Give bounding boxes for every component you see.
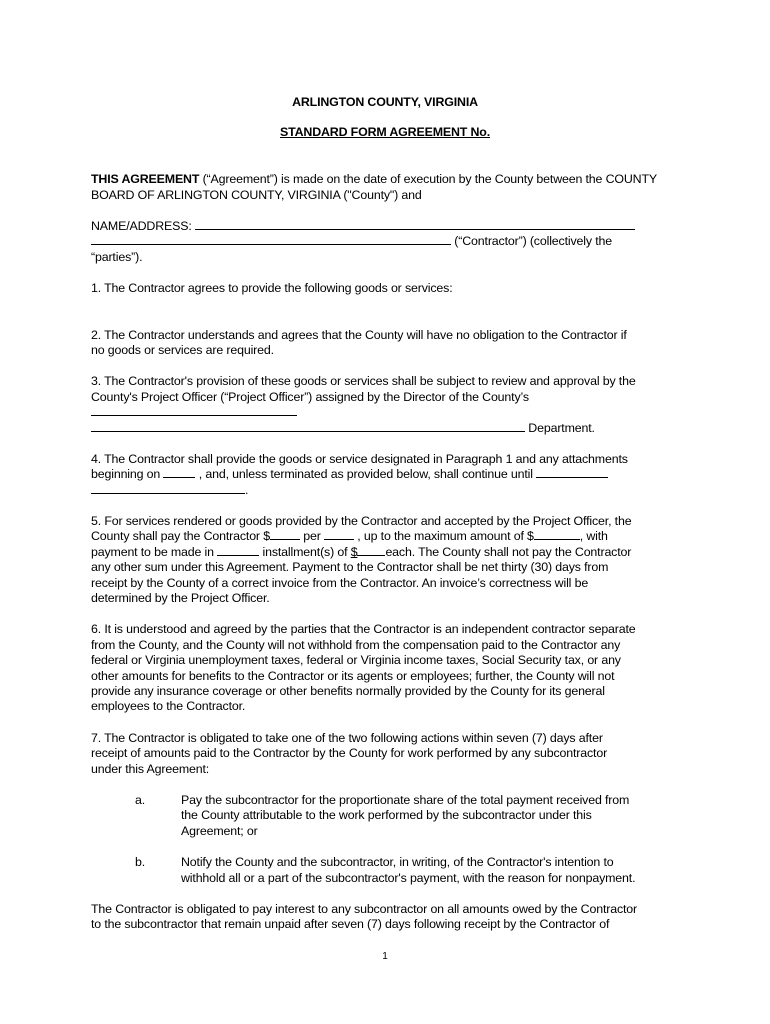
paragraph-4-line-1: 4. The Contractor shall provide the goods or service designated in Paragraph 1 and any attachments bbox=[91, 452, 628, 466]
paragraph-5-line-5: receipt by the County of a correct invoice from the Contractor. An invoice’s correctness will be bbox=[91, 576, 589, 590]
paragraph-3-line-1: 3. The Contractor's provision of these goods or services shall be subject to review and approval by the bbox=[91, 374, 636, 388]
paragraph-4-line-3 bbox=[91, 482, 248, 498]
paragraph-4-line-2 bbox=[91, 466, 608, 482]
rate-amount-field[interactable] bbox=[270, 528, 300, 540]
page-number: 1 bbox=[382, 951, 388, 962]
maximum-amount-field[interactable] bbox=[534, 528, 580, 540]
paragraph-2-line-1: 2. The Contractor understands and agrees that the County will have no obligation to the Contractor if bbox=[91, 328, 627, 342]
intro-line-1-text: (“Agreement”) is made on the date of execution by the County between the COUNTY bbox=[199, 172, 657, 186]
department-field[interactable] bbox=[91, 420, 525, 432]
county-heading: ARLINGTON COUNTY, VIRGINIA bbox=[292, 95, 478, 109]
paragraph-7-line-2: receipt of amounts paid to the Contractor by the County for work performed by any subcontractor bbox=[91, 746, 608, 760]
paragraph-2-line-2: no goods or services are required. bbox=[91, 343, 274, 357]
start-date-field[interactable] bbox=[163, 466, 195, 478]
department-label: Department. bbox=[525, 421, 595, 435]
paragraph-6-line-2: from the County, and the County will not withhold from the compensation paid to the Contractor any bbox=[91, 638, 621, 652]
end-date-field[interactable] bbox=[536, 466, 608, 478]
intro-line-2: BOARD OF ARLINGTON COUNTY, VIRGINIA ("County") and bbox=[91, 188, 422, 202]
paragraph-5-line-2 bbox=[91, 528, 608, 544]
paragraph-6-line-1: 6. It is understood and agreed by the parties that the Contractor is an independent contractor separate bbox=[91, 622, 636, 636]
item-a-line-3: Agreement; or bbox=[181, 824, 258, 838]
paragraph-7-line-1: 7. The Contractor is obligated to take one of the two following actions within seven (7) days after bbox=[91, 731, 603, 745]
continue-until-label: , and, unless terminated as provided below, shall continue until bbox=[195, 467, 537, 481]
intro-line-1 bbox=[91, 171, 657, 187]
item-b-line-1: Notify the County and the subcontractor, in writing, of the Contractor's intention to bbox=[181, 855, 614, 869]
paragraph-1: 1. The Contractor agrees to provide the following goods or services: bbox=[91, 281, 453, 295]
contractor-row bbox=[91, 233, 612, 249]
contractor-suffix: (“Contractor”) (collectively the bbox=[451, 234, 612, 248]
intro-bold-lead: THIS AGREEMENT bbox=[91, 172, 200, 186]
parties-text: “parties”). bbox=[91, 250, 143, 264]
dollar-sign: $ bbox=[350, 545, 358, 559]
with-label: , with bbox=[579, 529, 608, 543]
item-b-marker: b. bbox=[135, 855, 146, 869]
installment-label: payment to be made in bbox=[91, 545, 218, 559]
end-date-field-continued[interactable] bbox=[91, 482, 245, 494]
item-a-line-2: the County attributable to the work performed by the subcontractor under this bbox=[181, 808, 592, 822]
installments-count-field[interactable] bbox=[217, 544, 259, 556]
paragraph-6-line-5: provide any insurance coverage or other benefits normally provided by the County for its general bbox=[91, 684, 605, 698]
paragraph-6-line-6: employees to the Contractor. bbox=[91, 699, 246, 713]
project-officer-field[interactable] bbox=[91, 404, 297, 416]
paragraph-5-line-6: determined by the Project Officer. bbox=[91, 591, 270, 605]
paragraph-6-line-4: other amounts for benefits to the Contractor or its agents or employees; further, the County will not bbox=[91, 669, 615, 683]
paragraph-5-line-3 bbox=[91, 544, 631, 560]
installment-amount-field[interactable] bbox=[357, 544, 385, 556]
per-label: per bbox=[299, 529, 324, 543]
pay-contractor-label: County shall pay the Contractor $ bbox=[91, 529, 270, 543]
contractor-name-field[interactable] bbox=[91, 233, 451, 245]
paragraph-5-line-4: any other sum under this Agreement. Payment to the Contractor shall be net thirty (30) days from bbox=[91, 560, 609, 574]
paragraph-6-line-3: federal or Virginia unemployment taxes, federal or Virginia income taxes, Social Security tax, or any bbox=[91, 653, 621, 667]
rate-unit-field[interactable] bbox=[324, 528, 354, 540]
project-officer-field-row bbox=[91, 404, 297, 420]
paragraph-5-line-1: 5. For services rendered or goods provided by the Contractor and accepted by the Project Officer, the bbox=[91, 514, 632, 528]
name-address-label: NAME/ADDRESS: bbox=[91, 219, 192, 233]
installments-of-label: installment(s) of bbox=[259, 545, 351, 559]
form-title: STANDARD FORM AGREEMENT No. bbox=[279, 125, 491, 139]
beginning-on-label: beginning on bbox=[91, 467, 164, 481]
period: . bbox=[245, 483, 249, 497]
item-a-line-1: Pay the subcontractor for the proportionate share of the total payment received from bbox=[181, 793, 630, 807]
maximum-amount-label: , up to the maximum amount of $ bbox=[354, 529, 534, 543]
item-b-line-2: withhold all or a part of the subcontractor's payment, with the reason for nonpayment. bbox=[181, 871, 636, 885]
closing-line-1: The Contractor is obligated to pay interest to any subcontractor on all amounts owed by the Contractor bbox=[91, 902, 638, 916]
paragraph-7-line-3: under this Agreement: bbox=[91, 762, 210, 776]
closing-line-2: to the subcontractor that remain unpaid after seven (7) days following receipt by the Contractor of bbox=[91, 917, 610, 931]
name-address-row bbox=[91, 218, 635, 234]
name-address-field[interactable] bbox=[195, 218, 635, 230]
paragraph-3-line-2: County's Project Officer (“Project Officer”) assigned by the Director of the County’s bbox=[91, 390, 529, 404]
department-row bbox=[91, 420, 595, 436]
installment-each-text: each. The County shall not pay the Contractor bbox=[385, 545, 632, 559]
item-a-marker: a. bbox=[135, 793, 146, 807]
